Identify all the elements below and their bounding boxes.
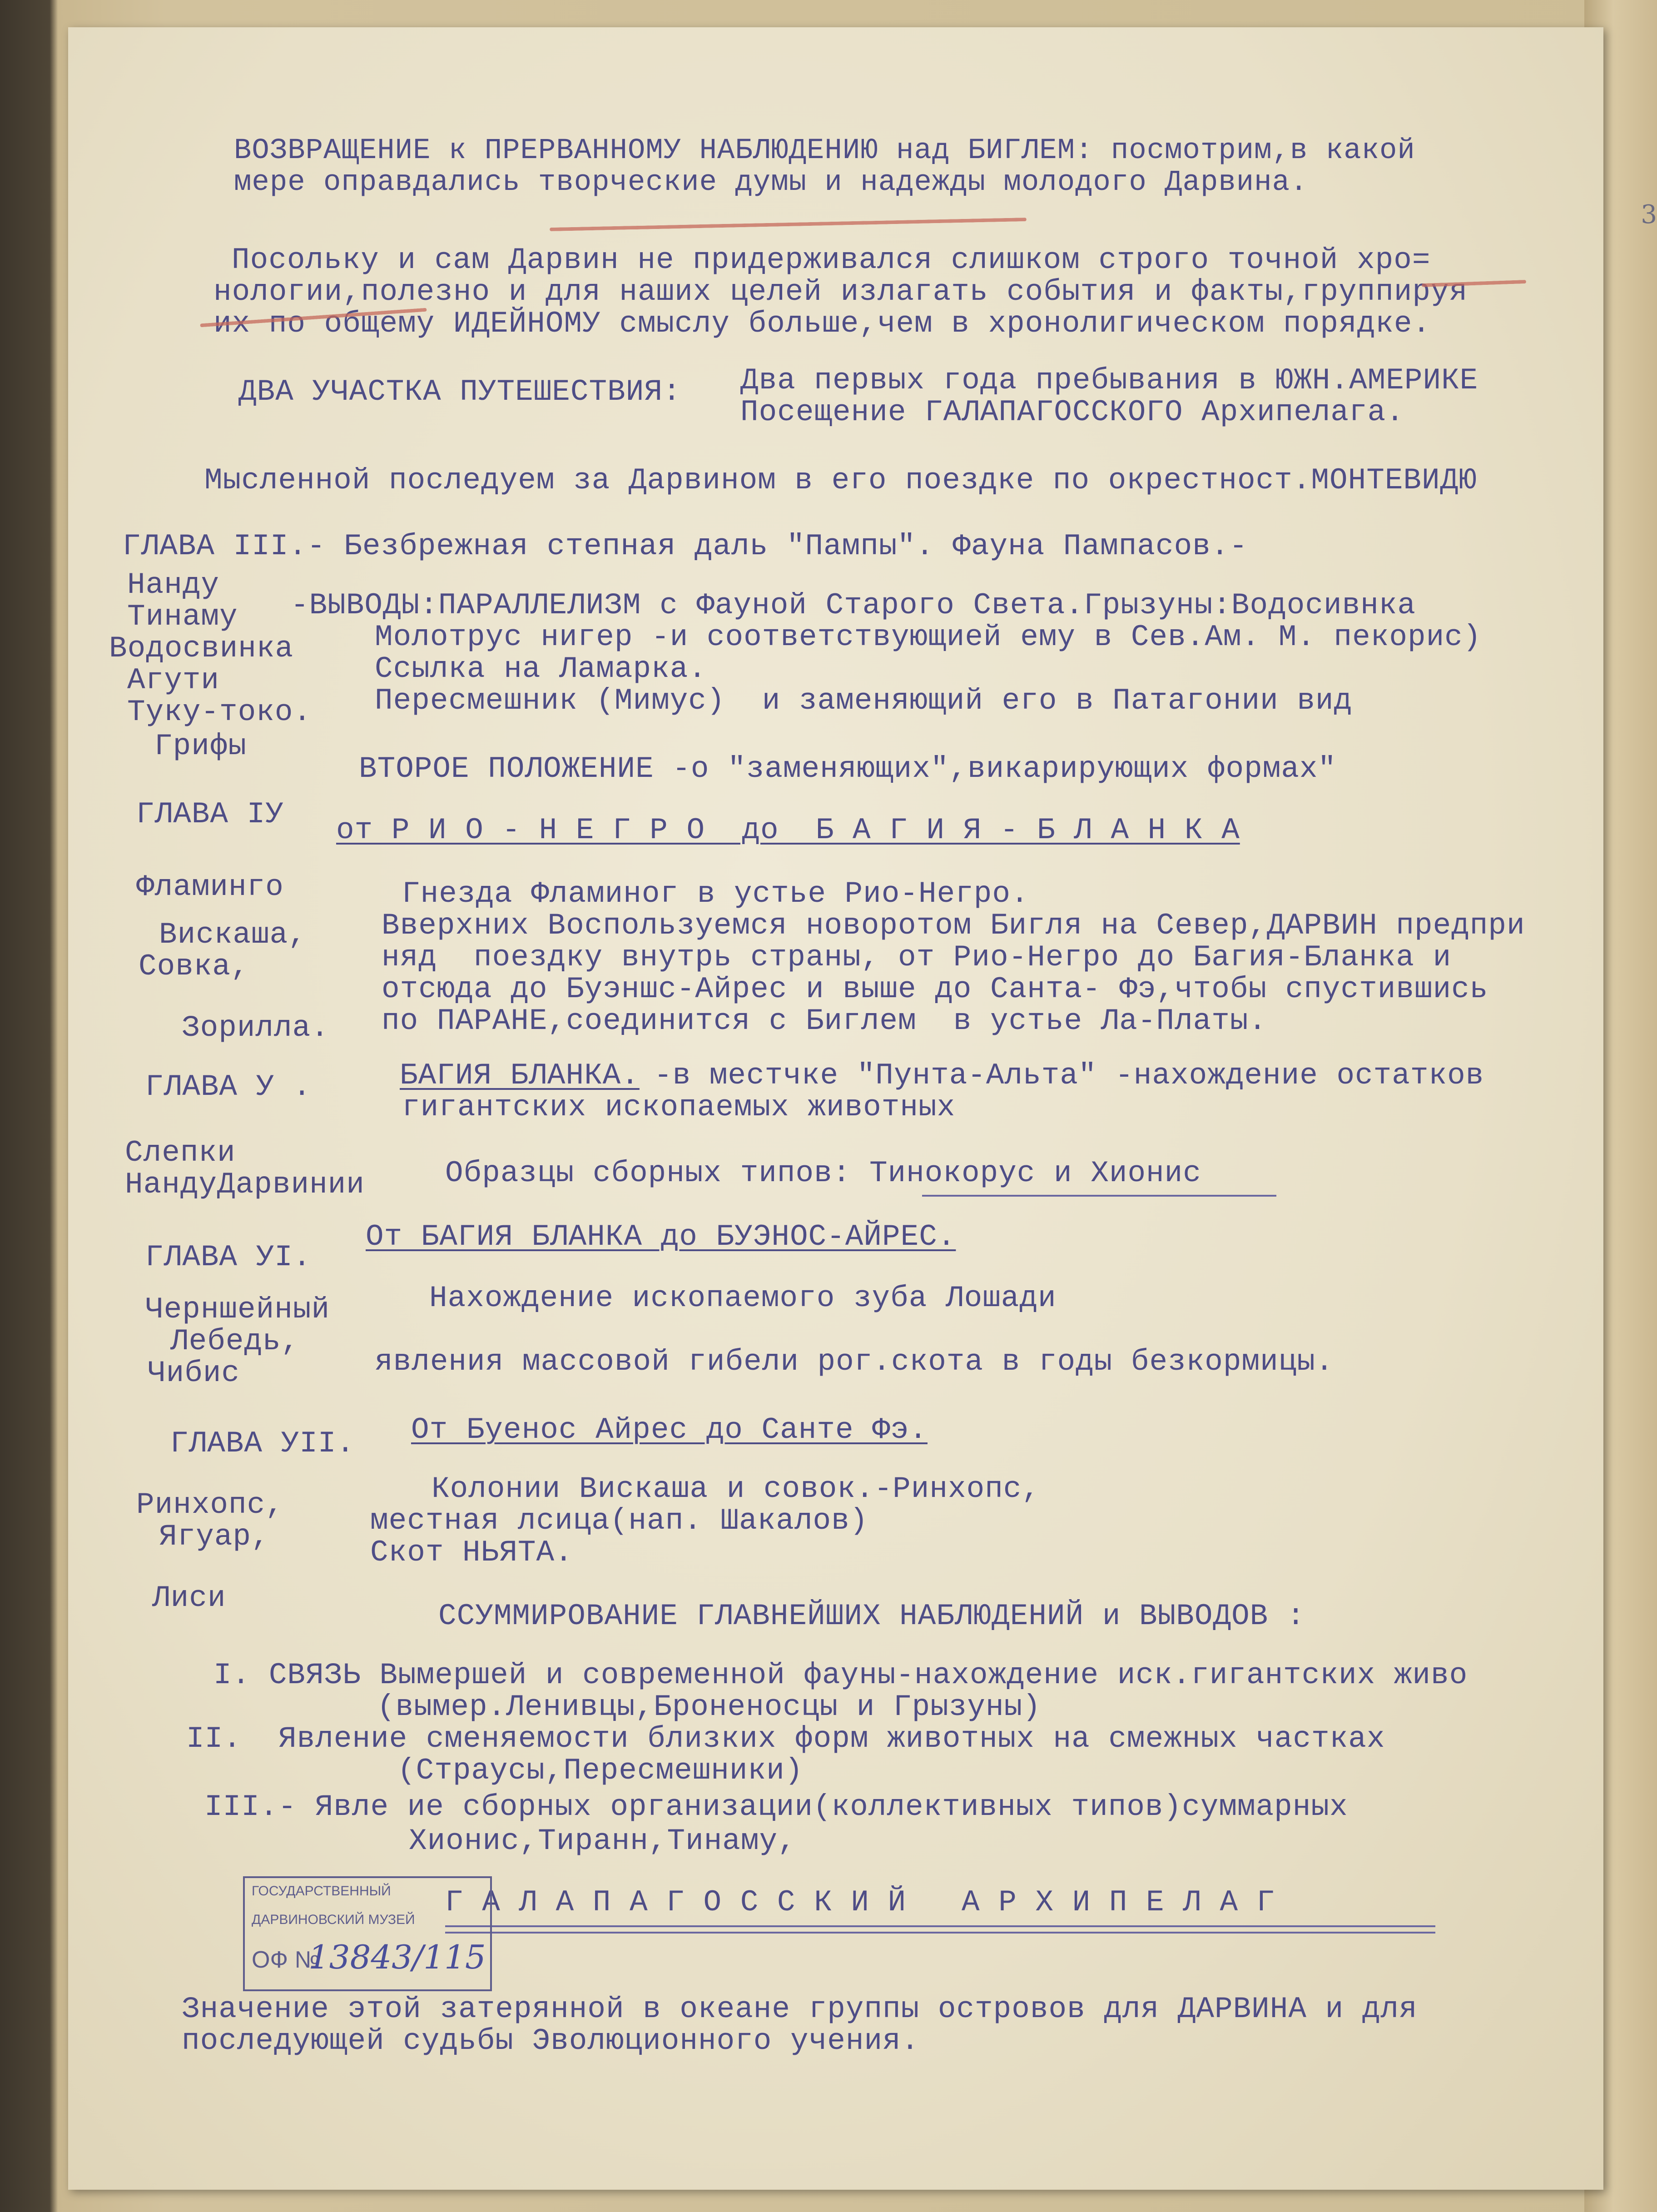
intro-line-3: их по общему ИДЕЙНОМУ смыслу больше,чем в хронолигическом порядке. (213, 307, 1431, 341)
margin-note: Агути (127, 663, 220, 697)
chapter-6-label: ГЛАВА УI. (145, 1240, 312, 1274)
margin-note: Черншейный (145, 1292, 330, 1327)
follow-line: Мысленной последуем за Дарвином в его поездке по окрестност.МОНТЕВИДЮ (204, 463, 1477, 497)
chapter-7-label: ГЛАВА УII. (170, 1427, 355, 1461)
margin-note: Ягуар, (159, 1520, 270, 1554)
summary-title: ССУММИРОВАНИЕ ГЛАВНЕЙШИХ НАБЛЮДЕНИЙ и ВЫВОДОВ : (438, 1599, 1305, 1633)
chapter-4-line-5: по ПАРАНЕ,соединится с Биглем в устье Ла-Платы. (382, 1004, 1267, 1038)
chapter-5-label: ГЛАВА У . (145, 1070, 312, 1104)
chapter-4-line-1: Гнезда Фламиног в устье Рио-Негро. (402, 877, 1029, 911)
margin-note: Лебедь, (170, 1324, 300, 1358)
two-parts-label: ДВА УЧАСТКА ПУТЕШЕСТВИЯ: (238, 375, 681, 409)
summary-item-1: I. СВЯЗЬ Вымершей и современной фауны-нахождение иск.гигантских живо (213, 1658, 1468, 1692)
chapter-7-line-1: Колонии Вискаша и совок.-Ринхопс, (432, 1472, 1041, 1506)
heading-line-1: ВОЗВРАЩЕНИЕ к ПРЕРВАННОМУ НАБЛЮДЕНИЮ над БИГЛЕМ: посмотрим,в какой (234, 134, 1415, 167)
two-parts-item-2: Посещение ГАЛАПАГОССКОГО Архипелага. (740, 395, 1404, 429)
document-page (68, 27, 1603, 2190)
chapter-4-line-4: отсюда до Буэншс-Айрес и выше до Санта- Фэ,чтобы спустившись (382, 972, 1488, 1006)
galapagos-title: Г А Л А П А Г О С С К И Й А Р Х И П Е Л А Г (445, 1885, 1275, 1919)
double-underline-bottom (445, 1932, 1435, 1934)
chapter-7-title: От Буенос Айрес до Санте Фэ. (411, 1413, 928, 1447)
summary-item-2b: (Страусы,Пересмешники) (397, 1754, 804, 1788)
chapter-3-title: ГЛАВА III.- Безбрежная степная даль "Пампы". Фауна Пампасов.- (123, 529, 1248, 563)
margin-note: Лиси (152, 1581, 226, 1615)
margin-note: Совка, (139, 949, 249, 984)
chapter-4-title: от Р И О - Н Е Г Р О до Б А Г И Я - Б Л А Н К А (336, 813, 1240, 847)
two-parts-item-1: Два первых года пребывания в ЮЖН.АМЕРИКЕ (740, 363, 1478, 398)
margin-note: Тинаму (127, 600, 238, 634)
chapter-5-line-1: -в местчке "Пунта-Альта" -нахождение остатков (654, 1059, 1484, 1093)
summary-item-1b: (вымер.Ленивцы,Броненосцы и Грызуны) (377, 1690, 1041, 1724)
stamp-line-1: ГОСУДАРСТВЕННЫЙ (252, 1884, 391, 1899)
double-underline-top (445, 1925, 1435, 1927)
chapter-3-line-5: ВТОРОЕ ПОЛОЖЕНИЕ -о "заменяющих",викарирующих формах" (359, 752, 1337, 786)
stamp-label: ОФ № (252, 1947, 320, 1973)
galapagos-line-2: последующей судьбы Эволюционного учения. (182, 2024, 920, 2058)
chapter-7-line-3: Скот НЬЯТА. (370, 1536, 573, 1570)
margin-note: Фламинго (136, 870, 284, 904)
chapter-3-line-3: Ссылка на Ламарка. (375, 652, 707, 686)
chapter-3-line-2: Молотрус нигер -и соответствующией ему в Сев.Ам. М. пекорис) (375, 620, 1482, 654)
margin-note: НандуДарвинии (125, 1168, 365, 1202)
margin-note: Чибис (148, 1356, 240, 1390)
stamp-line-2: ДАРВИНОВСКИЙ МУЗЕЙ (252, 1912, 415, 1927)
intro-line-1: Посольку и сам Дарвин не придерживался слишком строго точной хро= (232, 243, 1431, 277)
margin-note: Зорилла. (182, 1011, 329, 1045)
intro-line-2: нологии,полезно и для наших целей излагать события и факты,группируя (213, 275, 1468, 309)
chapter-4-line-3: няд поездку внутрь страны, от Рио-Негро до Багия-Бланка и (382, 940, 1452, 974)
chapter-6-line-1: Нахождение ископаемого зуба Лошади (429, 1281, 1057, 1315)
summary-item-3b: Хионис,Тиранн,Тинаму, (409, 1824, 796, 1858)
margin-note: Вискаша, (159, 918, 307, 952)
summary-item-2: II. Явление сменяемости близких форм животных на смежных частках (186, 1722, 1385, 1756)
chapter-5-line-2: гигантских ископаемых животных (402, 1090, 956, 1124)
galapagos-line-1: Значение этой затерянной в океане группы островов для ДАРВИНА и для (182, 1992, 1418, 2026)
chapter-3-line-1: -ВЫВОДЫ:ПАРАЛЛЕЛИЗМ с Фауной Старого Света.Грызуны:Водосивнка (291, 588, 1416, 622)
chapter-6-line-2: явления массовой гибели рог.скота в годы безкормицы. (375, 1345, 1334, 1379)
chapter-6-title: От БАГИЯ БЛАНКА до БУЭНОС-АЙРЕС. (366, 1220, 956, 1254)
margin-note: Грифы (154, 729, 247, 763)
page-mark: 3 (1641, 200, 1657, 229)
margin-note: Туку-токо. (127, 695, 312, 729)
chapter-4-label: ГЛАВА IУ (136, 797, 284, 831)
chapter-3-line-4: Пересмешник (Мимус) и заменяющий его в Патагонии вид (375, 684, 1353, 718)
margin-note: Водосвинка (109, 631, 294, 666)
chapter-4-line-2: Вверхних Воспользуемся новоротом Бигля на Север,ДАРВИН предпри (382, 909, 1525, 943)
stamp-number: 13843/115 (308, 1938, 486, 1976)
heading-line-2: мере оправдались творческие думы и надежды молодого Дарвина. (234, 166, 1308, 199)
chapter-7-line-2: местная лсица(нап. Шакалов) (370, 1504, 868, 1538)
summary-item-3: III.- Явле ие сборных организации(коллективных типов)суммарных (204, 1790, 1348, 1824)
chapter-5-title: БАГИЯ БЛАНКА. (400, 1059, 640, 1093)
red-pencil-underline (550, 218, 1027, 231)
chapter-5-line-3: Образцы сборных типов: Тинокорус и Хионис (445, 1156, 1201, 1190)
margin-note: Нанду (127, 568, 220, 602)
margin-note: Слепки (125, 1136, 236, 1170)
museum-stamp (243, 1876, 492, 1991)
margin-note: Ринхопс, (136, 1488, 284, 1522)
handwritten-underline (922, 1195, 1276, 1197)
